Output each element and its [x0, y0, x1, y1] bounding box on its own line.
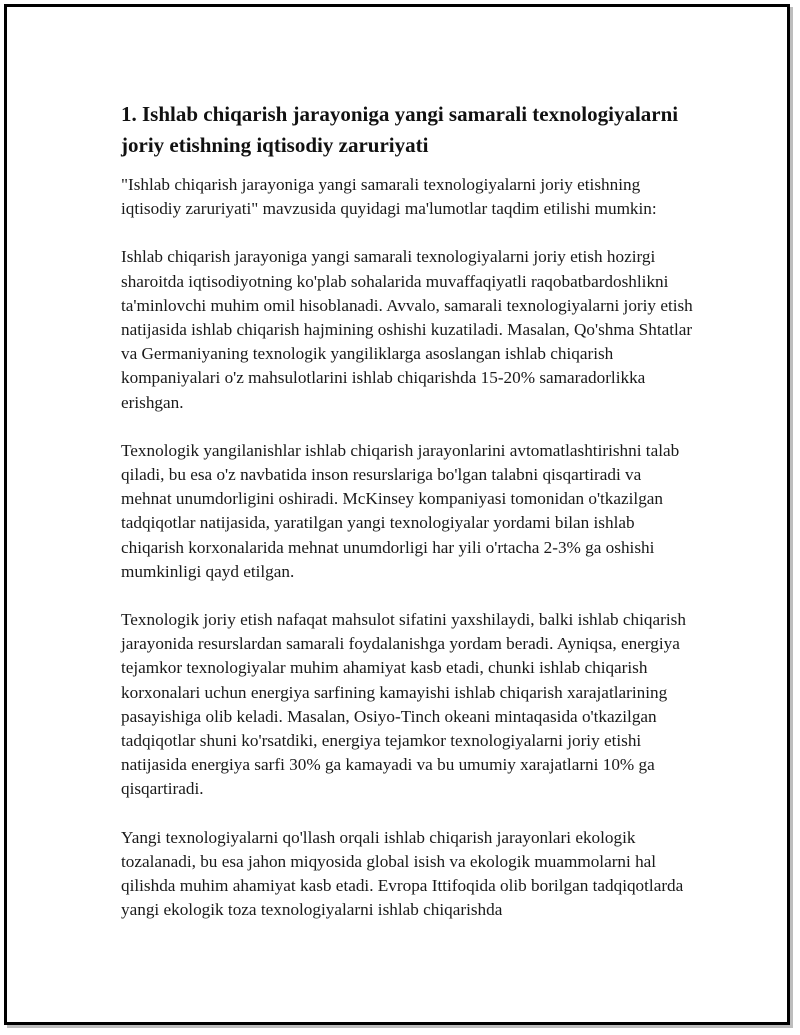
body-paragraph-1: Ishlab chiqarish jarayoniga yangi samarali texnologiyalarni joriy etish hozirgi sharoitda iqtisodiyotning ko'plab sohalarida muvaffaqiyatli raqobatbardoshlikni ta'minlovchi muhim omil hisoblanadi. Avvalo, samarali texnologiyalarni joriy etish natijasida ishlab chiqarish hajmining oshishi kuzatiladi. Masalan, Qo'shma Shtatlar va Germaniyaning texnologik yangiliklarga asoslangan ishlab chiqarish kompaniyalari o'z mahsulotlarini ishlab chiqarishda 15-20% samaradorlikka erishgan. — [121, 247, 693, 412]
body-paragraph-3: Texnologik joriy etish nafaqat mahsulot sifatini yaxshilaydi, balki ishlab chiqarish jarayonida resurslardan samarali foydalanishga yordam beradi. Ayniqsa, energiya tejamkor texnologiyalar muhim ahamiyat kasb etadi, chunki ishlab chiqarish korxonalari uchun energiya sarfining kamayishi ishlab chiqarish xarajatlarining pasayishiga olib keladi. Masalan, Osiyo-Tinch okeani mintaqasida o'tkazilgan tadqiqotlar shuni ko'rsatdiki, energiya tejamkor texnologiyalarni joriy etishi natijasida energiya sarfi 30% ga kamayadi va bu umumiy xarajatlarni 10% ga qisqartiradi. — [121, 610, 686, 799]
body-paragraph-4: Yangi texnologiyalarni qo'llash orqali ishlab chiqarish jarayonlari ekologik tozalanadi, bu esa jahon miqyosida global isish va ekologik muammolarni hal qilishda muhim ahamiyat kasb etadi. Evropa Ittifoqida olib borilgan tadqiqotlarda yangi ekologik toza texnologiyalarni ishlab chiqarishda — [121, 827, 684, 920]
section-heading: 1. Ishlab chiqarish jarayoniga yangi samarali texnologiyalarni joriy etishning iqtisodiy zaruriyati — [121, 102, 679, 157]
document-content — [121, 99, 693, 946]
intro-paragraph: "Ishlab chiqarish jarayoniga yangi samarali texnologiyalarni joriy etishning iqtisodiy zaruriyati" mavzusida quyidagi ma'lumotlar taqdim etilishi mumkin: — [121, 175, 657, 219]
document-page — [4, 4, 790, 1025]
body-paragraph-2: Texnologik yangilanishlar ishlab chiqarish jarayonlarini avtomatlashtirishni talab qiladi, bu esa o'z navbatida inson resurslariga bo'lgan talabni qisqartiradi va mehnat unumdorligini oshiradi. McKinsey kompaniyasi tomonidan o'tkazilgan tadqiqotlar natijasida, yaratilgan yangi texnologiyalar yordami bilan ishlab chiqarish korxonalarida mehnat unumdorligi har yili o'rtacha 2-3% ga oshishi mumkinligi qayd etilgan. — [121, 440, 680, 581]
